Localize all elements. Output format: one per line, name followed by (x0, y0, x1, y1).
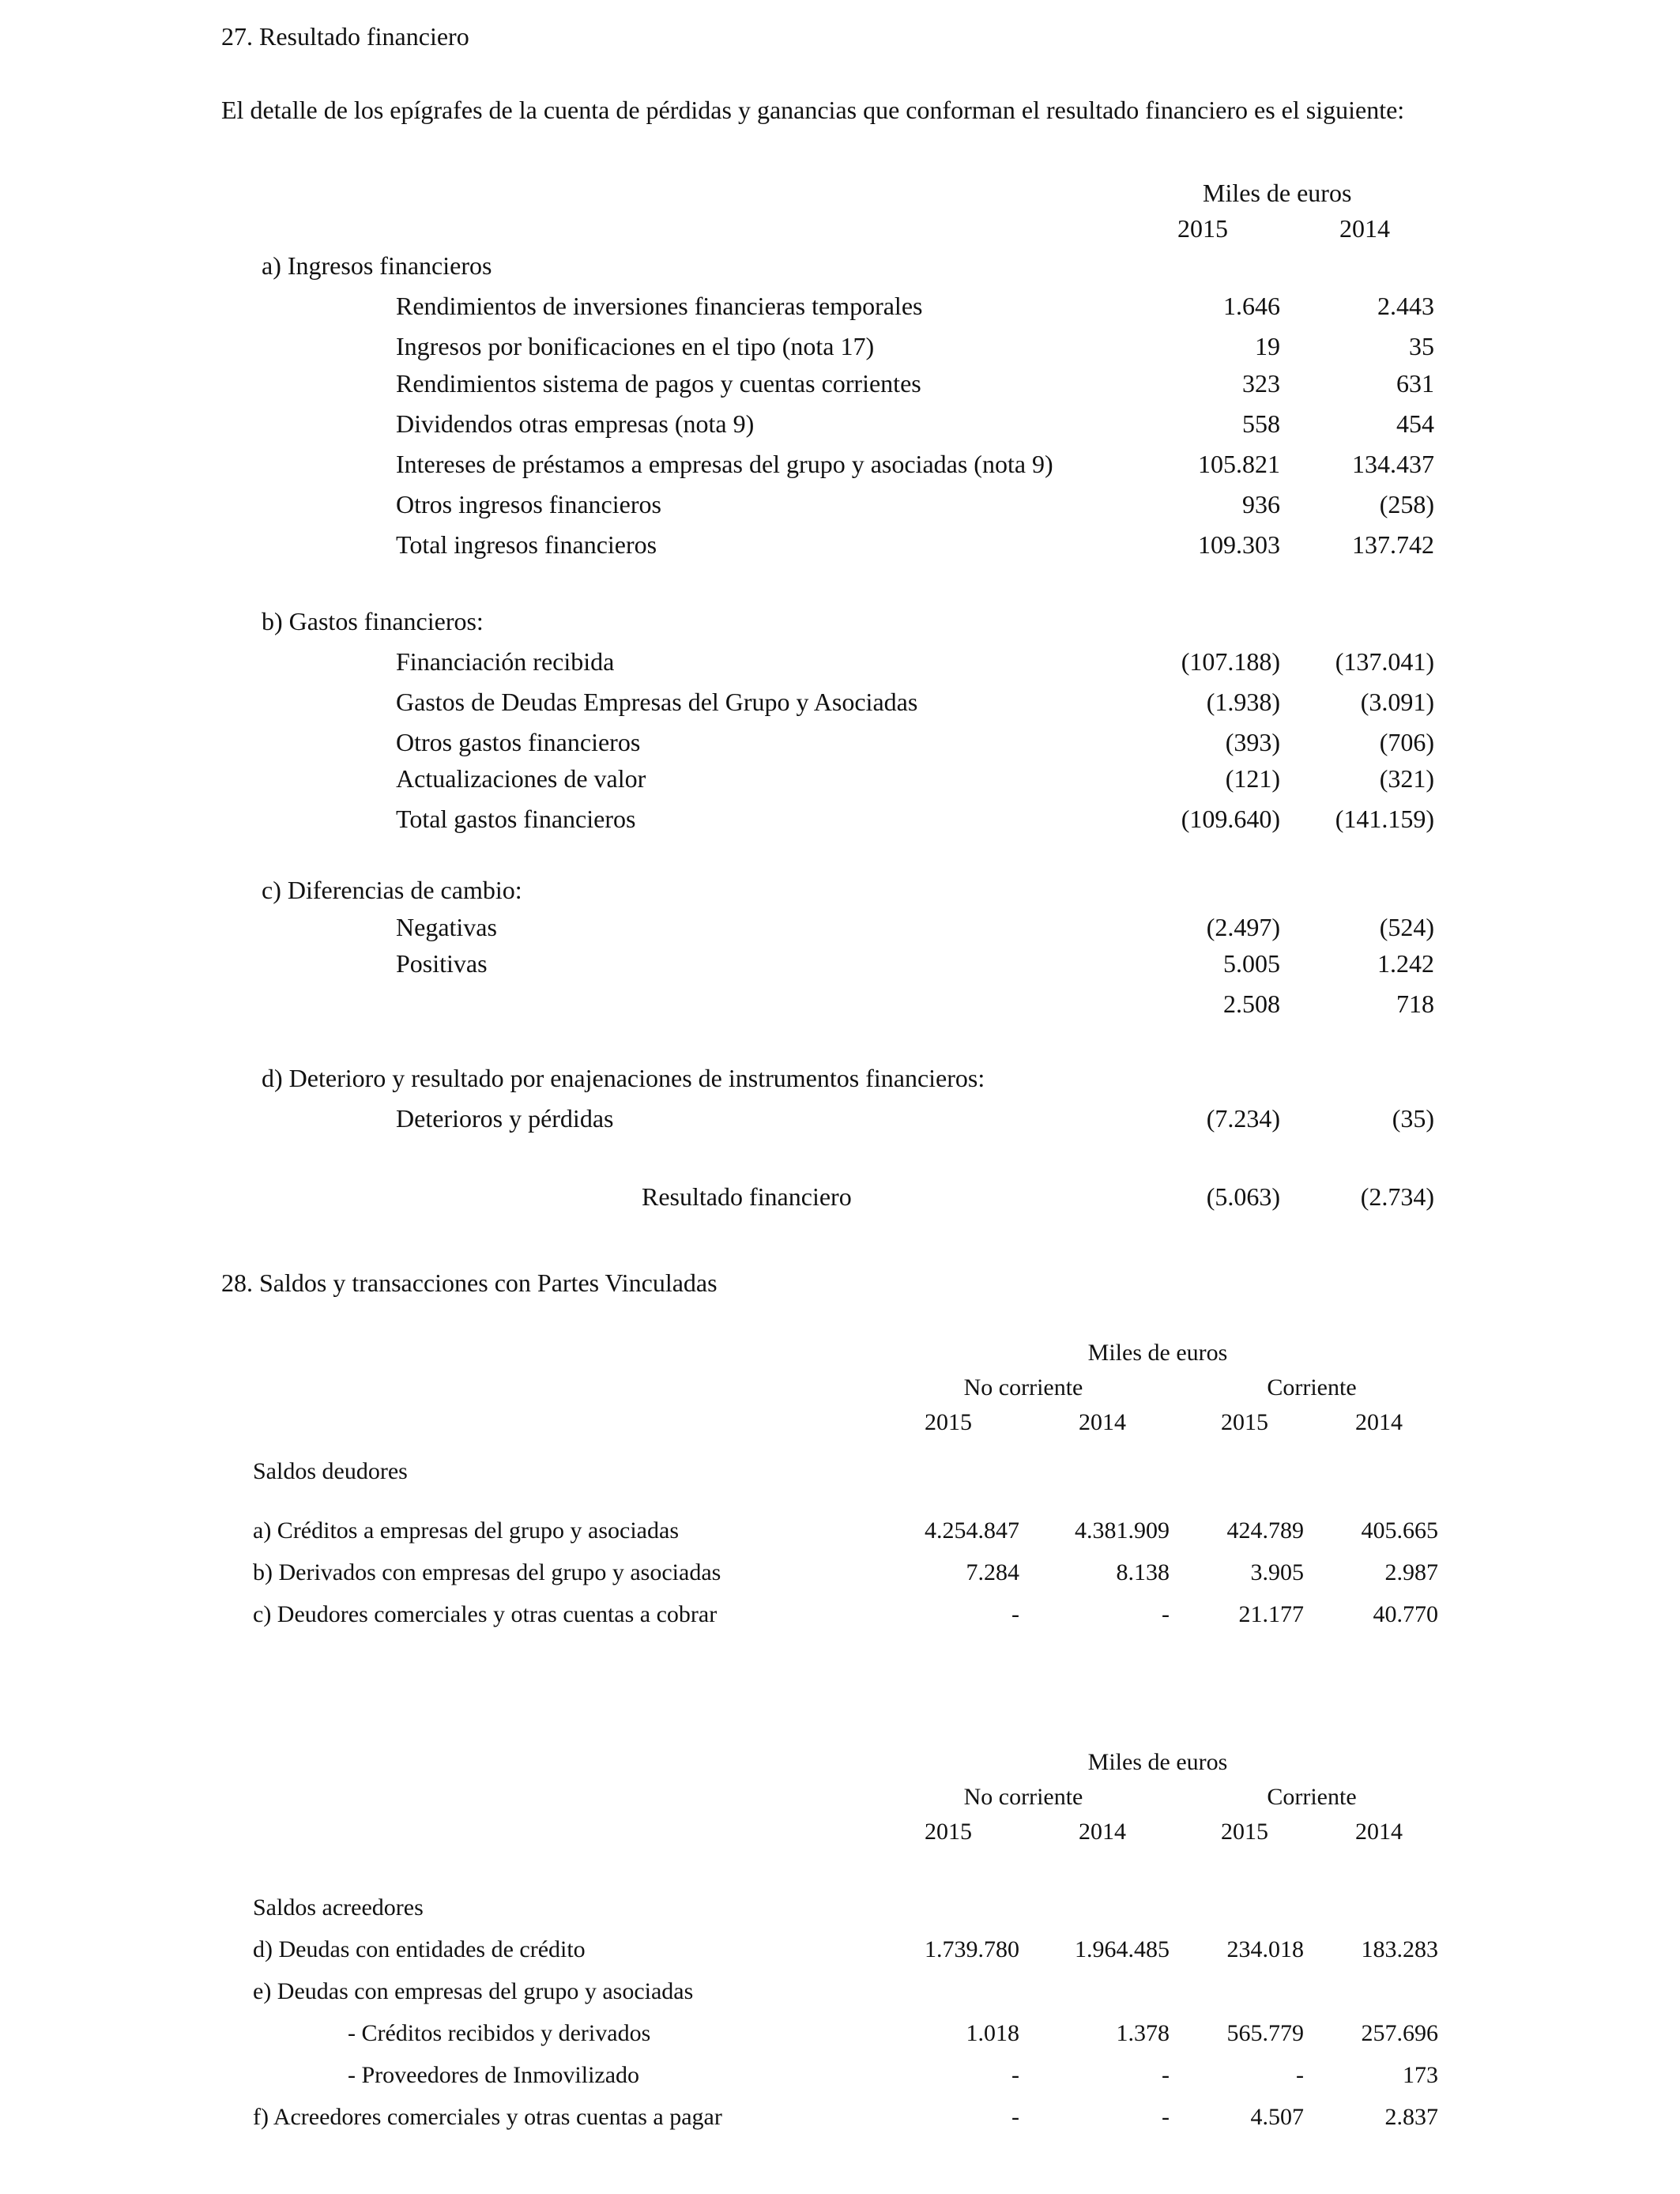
year-header: 2015 (1221, 1819, 1268, 1845)
value-2015: (393) (1225, 728, 1280, 756)
value-2015: 1.646 (1223, 292, 1280, 320)
group-title-deterioro: d) Deterioro y resultado por enajenaciones de instrumentos financieros: (262, 1064, 985, 1092)
year-header: 2015 (925, 1409, 972, 1435)
cell-value: 1.018 (966, 2020, 1019, 2046)
table-row-label: e) Deudas con empresas del grupo y asociadas (253, 1978, 694, 2004)
cell-value: 4.507 (1250, 2104, 1304, 2130)
group-title-ingresos: a) Ingresos financieros (262, 251, 492, 280)
group-title-gastos: b) Gastos financieros: (262, 607, 484, 635)
table-row-label: a) Créditos a empresas del grupo y asociadas (253, 1517, 679, 1544)
cell-value: 565.779 (1226, 2020, 1304, 2046)
result-2015: (5.063) (1206, 1182, 1280, 1211)
value-2014: 137.742 (1352, 530, 1434, 559)
section-label-acreedores: Saldos acreedores (253, 1894, 424, 1921)
value-2015: (121) (1225, 764, 1280, 793)
row-label: Otros ingresos financieros (396, 490, 661, 518)
row-label: Actualizaciones de valor (396, 764, 646, 793)
value-2014: (258) (1379, 490, 1434, 518)
cell-value: 234.018 (1226, 1936, 1304, 1962)
value-2015: (7.234) (1206, 1104, 1280, 1133)
cell-value: 7.284 (966, 1559, 1019, 1585)
value-2015: 19 (1255, 332, 1280, 360)
table-row-label: c) Deudores comerciales y otras cuentas a cobrar (253, 1601, 718, 1627)
cell-value: - (1296, 2062, 1304, 2088)
section-28-heading: 28. Saldos y transacciones con Partes Vinculadas (221, 1269, 718, 1297)
table-row-label: f) Acreedores comerciales y otras cuentas a pagar (253, 2104, 722, 2130)
value-2014: (137.041) (1335, 647, 1434, 676)
cell-value: 405.665 (1361, 1517, 1438, 1544)
value-2014: 1.242 (1377, 949, 1434, 978)
value-2014: 2.443 (1377, 292, 1434, 320)
group-header-corriente: Corriente (1267, 1374, 1357, 1400)
value-2014: (35) (1392, 1104, 1434, 1133)
value-2015: 109.303 (1198, 530, 1280, 559)
row-label: Ingresos por bonificaciones en el tipo (nota 17) (396, 332, 875, 360)
row-label: Positivas (396, 949, 488, 978)
table-row-label: b) Derivados con empresas del grupo y asociadas (253, 1559, 721, 1585)
year-header: 2014 (1079, 1819, 1126, 1845)
section-label-deudores: Saldos deudores (253, 1458, 408, 1484)
cell-value: - (1162, 1601, 1170, 1627)
value-2015: 5.005 (1223, 949, 1280, 978)
value-2015: (107.188) (1181, 647, 1280, 676)
result-label: Resultado financiero (642, 1182, 852, 1211)
value-2015: (1.938) (1206, 688, 1280, 716)
table-row-label: - Créditos recibidos y derivados (348, 2020, 651, 2046)
cell-value: - (1162, 2062, 1170, 2088)
cell-value: 173 (1403, 2062, 1438, 2088)
year-header-2014: 2014 (1339, 214, 1390, 243)
group-header-no-corriente: No corriente (963, 1374, 1083, 1400)
year-header: 2015 (925, 1819, 972, 1845)
value-2014: 631 (1396, 369, 1434, 398)
row-label: Negativas (396, 913, 497, 941)
value-2015: (2.497) (1206, 913, 1280, 941)
subtotal-2014: 718 (1396, 990, 1434, 1018)
cell-value: - (1011, 2104, 1019, 2130)
cell-value: 2.987 (1384, 1559, 1438, 1585)
group-header-corriente: Corriente (1267, 1784, 1357, 1810)
value-2015: (109.640) (1181, 805, 1280, 833)
row-label: Otros gastos financieros (396, 728, 641, 756)
cell-value: - (1011, 2062, 1019, 2088)
row-label: Dividendos otras empresas (nota 9) (396, 409, 755, 438)
value-2014: (524) (1379, 913, 1434, 941)
value-2014: (321) (1379, 764, 1434, 793)
value-2014: (141.159) (1335, 805, 1434, 833)
cell-value: 4.254.847 (925, 1517, 1019, 1544)
row-label: Deterioros y pérdidas (396, 1104, 614, 1133)
row-label-total: Total gastos financieros (396, 805, 636, 833)
value-2014: 35 (1409, 332, 1434, 360)
cell-value: 21.177 (1238, 1601, 1304, 1627)
units-header: Miles de euros (1087, 1749, 1228, 1775)
group-title-diferencias: c) Diferencias de cambio: (262, 876, 522, 904)
cell-value: 257.696 (1361, 2020, 1438, 2046)
cell-value: 2.837 (1384, 2104, 1438, 2130)
cell-value: 1.378 (1116, 2020, 1170, 2046)
section-27-intro: El detalle de los epígrafes de la cuenta de pérdidas y ganancias que conforman el resultado financiero es el siguiente: (221, 96, 1405, 124)
row-label: Rendimientos sistema de pagos y cuentas corrientes (396, 369, 921, 398)
row-label: Rendimientos de inversiones financieras temporales (396, 292, 923, 320)
cell-value: 424.789 (1226, 1517, 1304, 1544)
cell-value: 8.138 (1116, 1559, 1170, 1585)
year-header: 2014 (1355, 1409, 1403, 1435)
value-2014: 454 (1396, 409, 1434, 438)
row-label: Financiación recibida (396, 647, 615, 676)
value-2015: 936 (1242, 490, 1280, 518)
cell-value: 183.283 (1361, 1936, 1438, 1962)
value-2014: (706) (1379, 728, 1434, 756)
group-header-no-corriente: No corriente (963, 1784, 1083, 1810)
row-label: Intereses de préstamos a empresas del grupo y asociadas (nota 9) (396, 450, 1053, 478)
cell-value: - (1162, 2104, 1170, 2130)
year-header: 2014 (1355, 1819, 1403, 1845)
row-label: Gastos de Deudas Empresas del Grupo y Asociadas (396, 688, 918, 716)
table-row-label: - Proveedores de Inmovilizado (348, 2062, 640, 2088)
value-2015: 105.821 (1198, 450, 1280, 478)
subtotal-2015: 2.508 (1223, 990, 1280, 1018)
section-27-heading: 27. Resultado financiero (221, 22, 469, 51)
table-row-label: d) Deudas con entidades de crédito (253, 1936, 586, 1962)
year-header-2015: 2015 (1177, 214, 1228, 243)
cell-value: 40.770 (1373, 1601, 1438, 1627)
units-header: Miles de euros (1087, 1340, 1228, 1366)
units-header: Miles de euros (1203, 179, 1352, 207)
value-2014: 134.437 (1352, 450, 1434, 478)
cell-value: 3.905 (1250, 1559, 1304, 1585)
value-2015: 558 (1242, 409, 1280, 438)
cell-value: 1.739.780 (925, 1936, 1019, 1962)
year-header: 2015 (1221, 1409, 1268, 1435)
row-label-total: Total ingresos financieros (396, 530, 657, 559)
result-2014: (2.734) (1360, 1182, 1434, 1211)
cell-value: - (1011, 1601, 1019, 1627)
cell-value: 4.381.909 (1075, 1517, 1170, 1544)
value-2015: 323 (1242, 369, 1280, 398)
year-header: 2014 (1079, 1409, 1126, 1435)
value-2014: (3.091) (1360, 688, 1434, 716)
cell-value: 1.964.485 (1075, 1936, 1170, 1962)
